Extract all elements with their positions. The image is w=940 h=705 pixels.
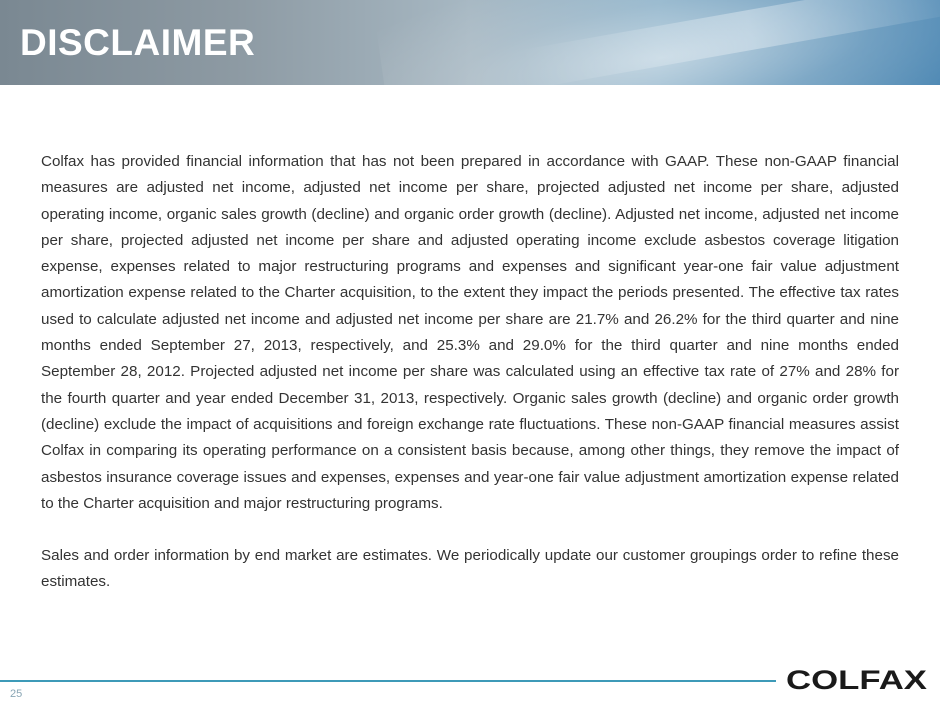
header-banner xyxy=(0,0,940,85)
disclaimer-body xyxy=(41,149,899,596)
page-title: DISCLAIMER xyxy=(20,22,256,63)
disclaimer-paragraph-1: Colfax has provided financial information that has not been prepared in accordance with GAAP. These non-GAAP financial measures are adjusted net income, adjusted net income per share, projected adjusted net income per share, adjusted operating income, organic sales growth (decline) and organic order growth (decline). Adjusted net income, adjusted net income per share, projected adjusted net income per share and adjusted operating income exclude asbestos coverage litigation expense, expenses related to major restructuring programs and expenses and significant year-one fair value adjustment amortization expense related to the Charter acquisition, to the extent they impact the periods presented. The effective tax rates used to calculate adjusted net income and adjusted net income per share are 21.7% and 26.2% for the third quarter and nine months ended September 27, 2013, respectively, and 25.3% and 29.0% for the third quarter and nine months ended September 28, 2012. Projected adjusted net income per share was calculated using an effective tax rate of 27% and 28% for the fourth quarter and year ended December 31, 2013, respectively. Organic sales growth (decline) and organic order growth (decline) exclude the impact of acquisitions and foreign exchange rate fluctuations. These non-GAAP financial measures assist Colfax in comparing its operating performance on a consistent basis because, among other things, they remove the impact of asbestos insurance coverage issues and expenses, expenses and year-one fair value adjustment amortization expense related to the Charter acquisition and major restructuring programs. xyxy=(41,153,899,512)
colfax-logo xyxy=(786,667,929,691)
colfax-logo-text: COLFAX xyxy=(786,667,927,691)
footer-divider xyxy=(0,680,776,682)
page-number: 25 xyxy=(10,688,23,700)
disclaimer-paragraph-2: Sales and order information by end market are estimates. We periodically update our customer groupings order to refine these estimates. xyxy=(41,547,899,591)
